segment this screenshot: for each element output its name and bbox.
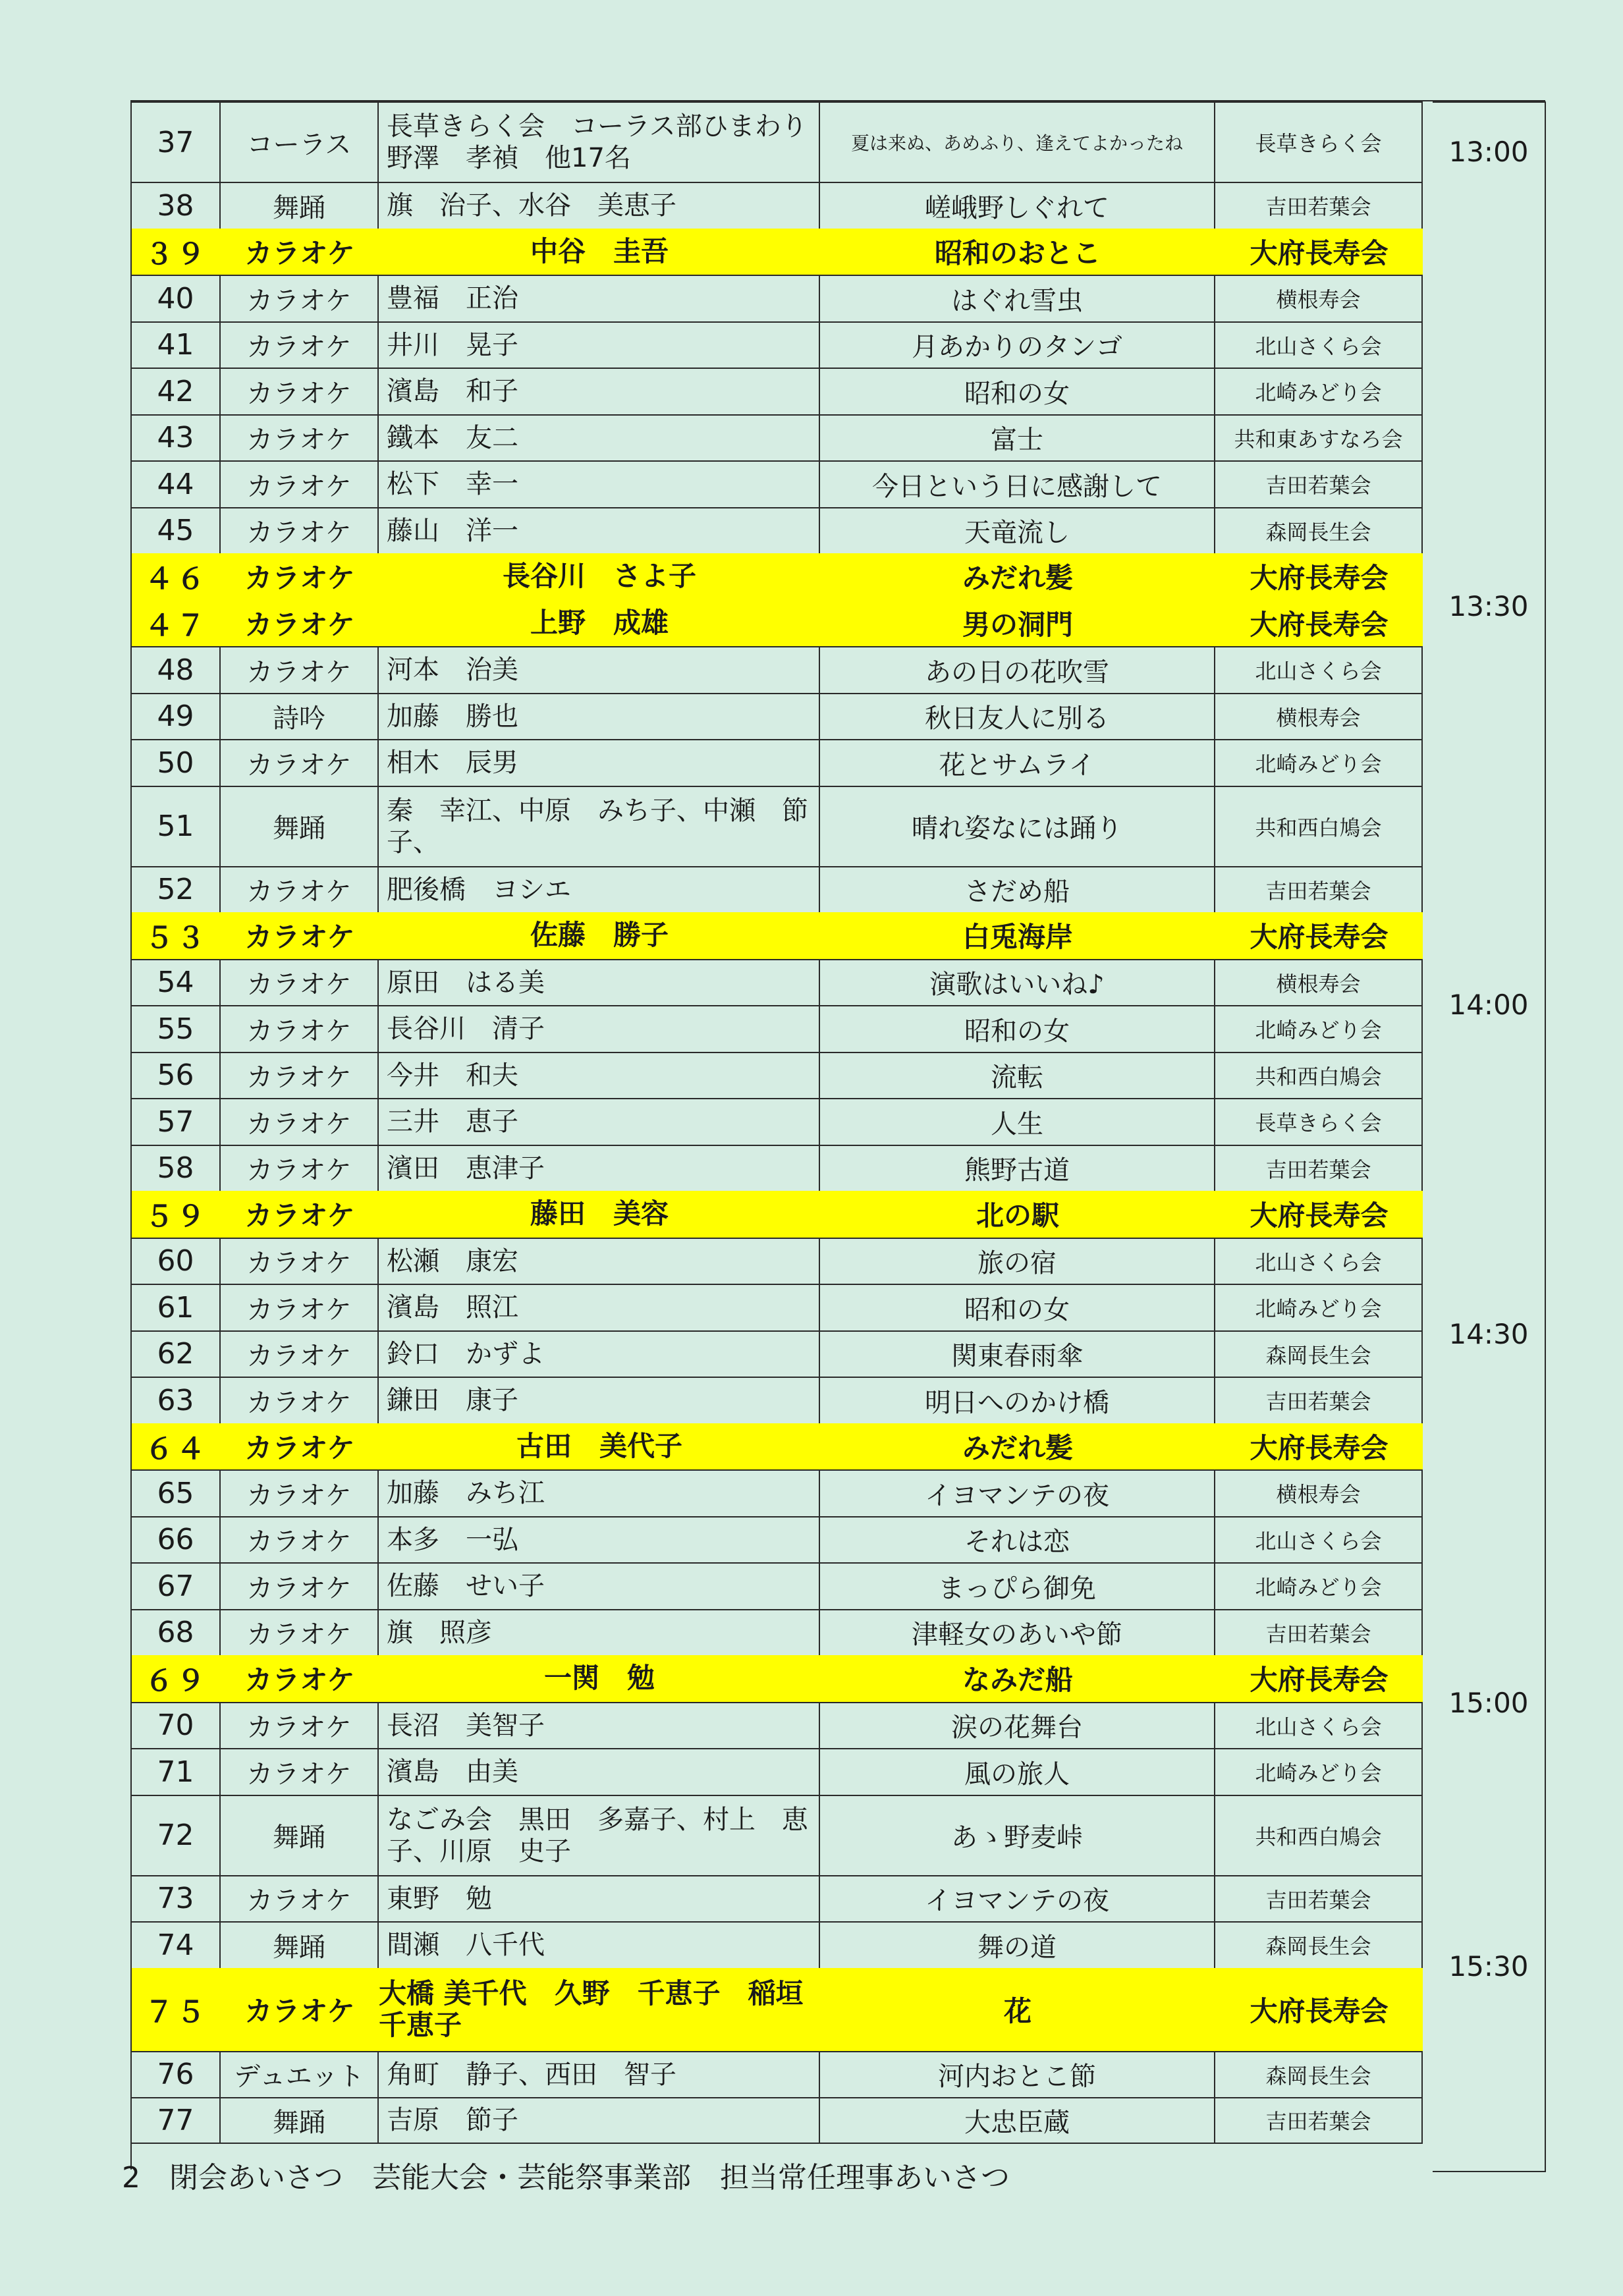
song-title: 月あかりのタンゴ	[820, 323, 1215, 368]
program-number: 73	[132, 1876, 221, 1922]
song-title: 昭和の女	[820, 1285, 1215, 1330]
performer-name: なごみ会 黒田 多嘉子、村上 恵子、川原 史子	[379, 1796, 820, 1875]
club-name: 北崎みどり会	[1215, 740, 1423, 786]
program-number: 56	[132, 1053, 221, 1099]
program-genre: カラオケ	[221, 1239, 379, 1284]
program-genre: カラオケ	[221, 1285, 379, 1330]
program-row	[132, 414, 1423, 461]
program-number: 54	[132, 960, 221, 1006]
time-column	[1433, 101, 1546, 2172]
program-genre: 舞踊	[221, 2098, 379, 2143]
program-row	[132, 321, 1423, 368]
program-number: 50	[132, 740, 221, 786]
program-row	[132, 1052, 1423, 1099]
club-name: 吉田若葉会	[1215, 1876, 1423, 1922]
song-title: 旅の宿	[820, 1239, 1215, 1284]
program-number: 52	[132, 867, 221, 913]
performer-name: 加藤 勝也	[379, 694, 820, 740]
program-genre: 舞踊	[221, 1923, 379, 1968]
song-title: 嵯峨野しぐれて	[820, 183, 1215, 229]
program-number: 62	[132, 1332, 221, 1377]
program-genre: カラオケ	[221, 1564, 379, 1609]
performer-name: 間瀬 八千代	[379, 1923, 820, 1968]
performer-name: 旗 治子、水谷 美恵子	[379, 183, 820, 229]
program-row	[132, 739, 1423, 786]
performer-name: 今井 和夫	[379, 1053, 820, 1099]
closing-remarks: 2 閉会あいさつ 芸能大会・芸能祭事業部 担当常任理事あいさつ	[122, 2161, 1010, 2195]
program-row	[132, 1795, 1423, 1875]
performer-name: 濱田 恵津子	[379, 1146, 820, 1191]
club-name: 北山さくら会	[1215, 1703, 1423, 1749]
program-row	[132, 1284, 1423, 1330]
club-name: 横根寿会	[1215, 276, 1423, 321]
program-number: 42	[132, 369, 221, 414]
program-row	[132, 1469, 1423, 1516]
club-name: 北山さくら会	[1215, 323, 1423, 368]
program-row	[132, 1609, 1423, 1656]
performer-name: 佐藤 勝子	[530, 919, 669, 952]
program-genre: カラオケ	[221, 1876, 379, 1922]
song-title: 花とサムライ	[820, 740, 1215, 786]
program-number: ４６	[144, 562, 208, 597]
program-row-highlighted	[132, 1423, 1423, 1470]
program-genre: カラオケ	[221, 1471, 379, 1516]
performer-name: 松下 幸一	[379, 462, 820, 507]
program-row-highlighted	[132, 600, 1423, 647]
program-genre: カラオケ	[221, 867, 379, 913]
club-name: 大府長寿会	[1250, 1994, 1389, 2027]
program-genre: カラオケ	[221, 1749, 379, 1795]
club-name: 横根寿会	[1215, 960, 1423, 1006]
program-number: 71	[132, 1749, 221, 1795]
program-genre: カラオケ	[221, 1099, 379, 1145]
program-number: 38	[132, 183, 221, 229]
club-name: 吉田若葉会	[1215, 1378, 1423, 1423]
club-name: 吉田若葉会	[1215, 2098, 1423, 2143]
program-row	[132, 1516, 1423, 1563]
program-genre: カラオケ	[221, 276, 379, 321]
song-title: 流転	[820, 1053, 1215, 1099]
song-title: はぐれ雪虫	[820, 276, 1215, 321]
program-number: 45	[132, 508, 221, 554]
program-genre: デュエット	[221, 2052, 379, 2098]
performer-name: 東野 勉	[379, 1876, 820, 1922]
performer-name: 秦 幸江、中原 みち子、中瀬 節子、	[379, 787, 820, 866]
club-name: 吉田若葉会	[1215, 462, 1423, 507]
club-name: 森岡長生会	[1215, 1332, 1423, 1377]
program-row	[132, 1098, 1423, 1145]
program-number: ３９	[144, 237, 208, 271]
program-number: ７５	[144, 1995, 208, 2029]
program-row	[132, 182, 1423, 229]
program-genre: カラオケ	[221, 960, 379, 1006]
program-row-highlighted	[132, 1655, 1423, 1702]
time-label: 15:00	[1448, 1687, 1529, 1719]
song-title: 津軽女のあいや節	[820, 1610, 1215, 1656]
club-name: 北崎みどり会	[1215, 1749, 1423, 1795]
program-row	[132, 507, 1423, 554]
program-genre: カラオケ	[244, 236, 355, 269]
program-number: 49	[132, 694, 221, 740]
club-name: 北崎みどり会	[1215, 1006, 1423, 1052]
program-number: 76	[132, 2052, 221, 2098]
performer-name: 井川 晃子	[379, 323, 820, 368]
program-row	[132, 1238, 1423, 1284]
program-number: 63	[132, 1378, 221, 1423]
program-number: 55	[132, 1006, 221, 1052]
performer-name: 中谷 圭吾	[530, 234, 669, 267]
performer-name: 角町 静子、西田 智子	[379, 2052, 820, 2098]
program-genre: カラオケ	[244, 1199, 355, 1232]
performer-name: 古田 美代子	[516, 1429, 682, 1462]
club-name: 大府長寿会	[1250, 608, 1389, 641]
program-row	[132, 101, 1423, 182]
club-name: 共和西白鳩会	[1215, 787, 1423, 866]
song-title: 白兎海岸	[962, 921, 1073, 954]
program-row-highlighted	[132, 912, 1423, 959]
performer-name: 一関 勉	[543, 1662, 655, 1695]
song-title: 大忠臣蔵	[820, 2098, 1215, 2143]
song-title: 河内おとこ節	[820, 2052, 1215, 2098]
program-genre: カラオケ	[244, 921, 355, 954]
program-genre: 詩吟	[221, 694, 379, 740]
song-title: なみだ船	[962, 1664, 1073, 1697]
club-name: 大府長寿会	[1250, 1664, 1389, 1697]
club-name: 森岡長生会	[1215, 2052, 1423, 2098]
program-table	[132, 101, 1423, 2144]
program-number: 57	[132, 1099, 221, 1145]
song-title: 風の旅人	[820, 1749, 1215, 1795]
song-title: イヨマンテの夜	[820, 1876, 1215, 1922]
program-number: 72	[132, 1796, 221, 1875]
program-genre: カラオケ	[244, 608, 355, 641]
program-row	[132, 646, 1423, 693]
song-title: 昭和のおとこ	[934, 236, 1101, 269]
program-row	[132, 1702, 1423, 1749]
program-number: 74	[132, 1923, 221, 1968]
program-row	[132, 693, 1423, 740]
song-title: 涙の花舞台	[820, 1703, 1215, 1749]
program-row-highlighted	[132, 553, 1423, 600]
program-number: 48	[132, 647, 221, 693]
song-title: 人生	[820, 1099, 1215, 1145]
club-name: 長草きらく会	[1215, 103, 1423, 182]
program-genre: 舞踊	[221, 787, 379, 866]
program-genre: カラオケ	[244, 1994, 355, 2027]
song-title: 天竜流し	[820, 508, 1215, 554]
program-row	[132, 959, 1423, 1006]
program-genre: カラオケ	[221, 1006, 379, 1052]
program-genre: カラオケ	[221, 1146, 379, 1191]
performer-name: 佐藤 せい子	[379, 1564, 820, 1609]
time-label: 14:30	[1448, 1318, 1529, 1350]
song-title: 男の洞門	[962, 608, 1073, 641]
performer-name: 濱島 和子	[379, 369, 820, 414]
performer-name: 藤田 美容	[530, 1197, 669, 1230]
performer-name: 豊福 正治	[379, 276, 820, 321]
program-row	[132, 2097, 1423, 2144]
performer-name: 三井 恵子	[379, 1099, 820, 1145]
program-genre: カラオケ	[221, 462, 379, 507]
performer-name: 原田 はる美	[379, 960, 820, 1006]
song-title: イヨマンテの夜	[820, 1471, 1215, 1516]
club-name: 北山さくら会	[1215, 1239, 1423, 1284]
song-title: みだれ髪	[962, 1431, 1073, 1464]
program-number: 66	[132, 1517, 221, 1563]
performer-name: 藤山 洋一	[379, 508, 820, 554]
program-genre: 舞踊	[221, 1796, 379, 1875]
song-title: 舞の道	[820, 1923, 1215, 1968]
performer-name: 本多 一弘	[379, 1517, 820, 1563]
song-title: 今日という日に感謝して	[820, 462, 1215, 507]
performer-name: 河本 治美	[379, 647, 820, 693]
song-title: 明日へのかけ橋	[820, 1378, 1215, 1423]
performer-name: 鈴口 かずよ	[379, 1332, 820, 1377]
program-number: ６４	[144, 1432, 208, 1466]
time-label: 15:30	[1448, 1950, 1529, 1982]
program-number: 60	[132, 1239, 221, 1284]
program-genre: カラオケ	[221, 1053, 379, 1099]
program-row	[132, 1748, 1423, 1795]
performer-name: 上野 成雄	[530, 606, 669, 639]
program-number: ５３	[144, 921, 208, 956]
program-row	[132, 1921, 1423, 1968]
program-genre: カラオケ	[221, 1517, 379, 1563]
program-number: 40	[132, 276, 221, 321]
program-genre: カラオケ	[221, 1703, 379, 1749]
song-title: みだれ髪	[962, 562, 1073, 595]
club-name: 北崎みどり会	[1215, 1285, 1423, 1330]
club-name: 吉田若葉会	[1215, 183, 1423, 229]
program-genre: カラオケ	[221, 323, 379, 368]
program-row-highlighted	[132, 1191, 1423, 1238]
program-genre: カラオケ	[221, 416, 379, 461]
program-number: 51	[132, 787, 221, 866]
program-row	[132, 1005, 1423, 1052]
program-genre: カラオケ	[221, 1332, 379, 1377]
club-name: 共和東あすなろ会	[1215, 416, 1423, 461]
program-row	[132, 1377, 1423, 1423]
program-genre: カラオケ	[221, 1378, 379, 1423]
program-row	[132, 786, 1423, 866]
performer-name: 加藤 みち江	[379, 1471, 820, 1516]
club-name: 森岡長生会	[1215, 508, 1423, 554]
performer-name: 濱島 由美	[379, 1749, 820, 1795]
program-number: ５９	[144, 1200, 208, 1234]
performer-name: 長沼 美智子	[379, 1703, 820, 1749]
performer-name: 肥後橋 ヨシエ	[379, 867, 820, 913]
club-name: 大府長寿会	[1250, 562, 1389, 595]
club-name: 大府長寿会	[1250, 1199, 1389, 1232]
performer-name: 鎌田 康子	[379, 1378, 820, 1423]
song-title: 晴れ姿なには踊り	[820, 787, 1215, 866]
song-title: 関東春雨傘	[820, 1332, 1215, 1377]
time-label: 13:30	[1448, 590, 1529, 622]
program-row	[132, 866, 1423, 913]
program-genre: カラオケ	[244, 562, 355, 595]
club-name: 横根寿会	[1215, 1471, 1423, 1516]
performer-name: 濱島 照江	[379, 1285, 820, 1330]
program-row-highlighted	[132, 229, 1423, 275]
program-genre: カラオケ	[221, 369, 379, 414]
program-number: 58	[132, 1146, 221, 1191]
club-name: 北崎みどり会	[1215, 1564, 1423, 1609]
club-name: 北山さくら会	[1215, 1517, 1423, 1563]
program-number: 43	[132, 416, 221, 461]
song-title: 熊野古道	[820, 1146, 1215, 1191]
song-title: それは恋	[820, 1517, 1215, 1563]
program-number: 37	[132, 103, 221, 182]
program-row	[132, 1875, 1423, 1922]
performer-name: 長谷川 さよ子	[502, 560, 696, 593]
club-name: 吉田若葉会	[1215, 1146, 1423, 1191]
program-row	[132, 1145, 1423, 1191]
club-name: 横根寿会	[1215, 694, 1423, 740]
time-label: 13:00	[1448, 136, 1529, 168]
program-number: 68	[132, 1610, 221, 1656]
club-name: 大府長寿会	[1250, 921, 1389, 954]
program-genre: カラオケ	[221, 1610, 379, 1656]
performer-name: 長草きらく会 コーラス部ひまわり 野澤 孝禎 他17名	[379, 103, 820, 182]
performer-name: 大橋 美千代 久野 千恵子 稲垣 千恵子	[379, 1977, 804, 2041]
program-row	[132, 275, 1423, 321]
club-name: 北崎みどり会	[1215, 369, 1423, 414]
program-genre: カラオケ	[221, 740, 379, 786]
song-title: 北の駅	[976, 1199, 1059, 1232]
song-title: あの日の花吹雪	[820, 647, 1215, 693]
club-name: 共和西白鳩会	[1215, 1796, 1423, 1875]
program-number: 41	[132, 323, 221, 368]
song-title: 昭和の女	[820, 1006, 1215, 1052]
club-name: 大府長寿会	[1250, 1431, 1389, 1464]
song-title: さだめ船	[820, 867, 1215, 913]
program-number: 44	[132, 462, 221, 507]
program-number: 67	[132, 1564, 221, 1609]
song-title: 夏は来ぬ、あめふり、逢えてよかったね	[820, 103, 1215, 182]
song-title: 富士	[820, 416, 1215, 461]
club-name: 長草きらく会	[1215, 1099, 1423, 1145]
program-genre: コーラス	[221, 103, 379, 182]
performer-name: 相木 辰男	[379, 740, 820, 786]
song-title: 演歌はいいね♪	[820, 960, 1215, 1006]
program-number: 77	[132, 2098, 221, 2143]
performer-name: 長谷川 清子	[379, 1006, 820, 1052]
program-number: 65	[132, 1471, 221, 1516]
performer-name: 吉原 節子	[379, 2098, 820, 2143]
program-row	[132, 460, 1423, 507]
song-title: あゝ野麦峠	[820, 1796, 1215, 1875]
program-genre: カラオケ	[221, 647, 379, 693]
program-number: 61	[132, 1285, 221, 1330]
performer-name: 旗 照彦	[379, 1610, 820, 1656]
program-row	[132, 368, 1423, 414]
program-genre: カラオケ	[221, 508, 379, 554]
program-number: ６９	[144, 1664, 208, 1699]
song-title: 秋日友人に別る	[820, 694, 1215, 740]
program-row-highlighted	[132, 1968, 1423, 2051]
club-name: 森岡長生会	[1215, 1923, 1423, 1968]
program-row	[132, 2051, 1423, 2098]
performer-name: 松瀬 康宏	[379, 1239, 820, 1284]
program-genre: 舞踊	[221, 183, 379, 229]
program-number: ４７	[144, 609, 208, 643]
song-title: 昭和の女	[820, 369, 1215, 414]
program-number: 70	[132, 1703, 221, 1749]
program-row	[132, 1330, 1423, 1377]
club-name: 共和西白鳩会	[1215, 1053, 1423, 1099]
time-label: 14:00	[1448, 989, 1529, 1021]
program-genre: カラオケ	[244, 1664, 355, 1697]
program-genre: カラオケ	[244, 1431, 355, 1464]
performer-name: 鐵本 友二	[379, 416, 820, 461]
song-title: まっぴら御免	[820, 1564, 1215, 1609]
program-row	[132, 1562, 1423, 1609]
club-name: 北山さくら会	[1215, 647, 1423, 693]
club-name: 吉田若葉会	[1215, 867, 1423, 913]
song-title: 花	[1003, 1994, 1032, 2027]
club-name: 大府長寿会	[1250, 236, 1389, 269]
club-name: 吉田若葉会	[1215, 1610, 1423, 1656]
